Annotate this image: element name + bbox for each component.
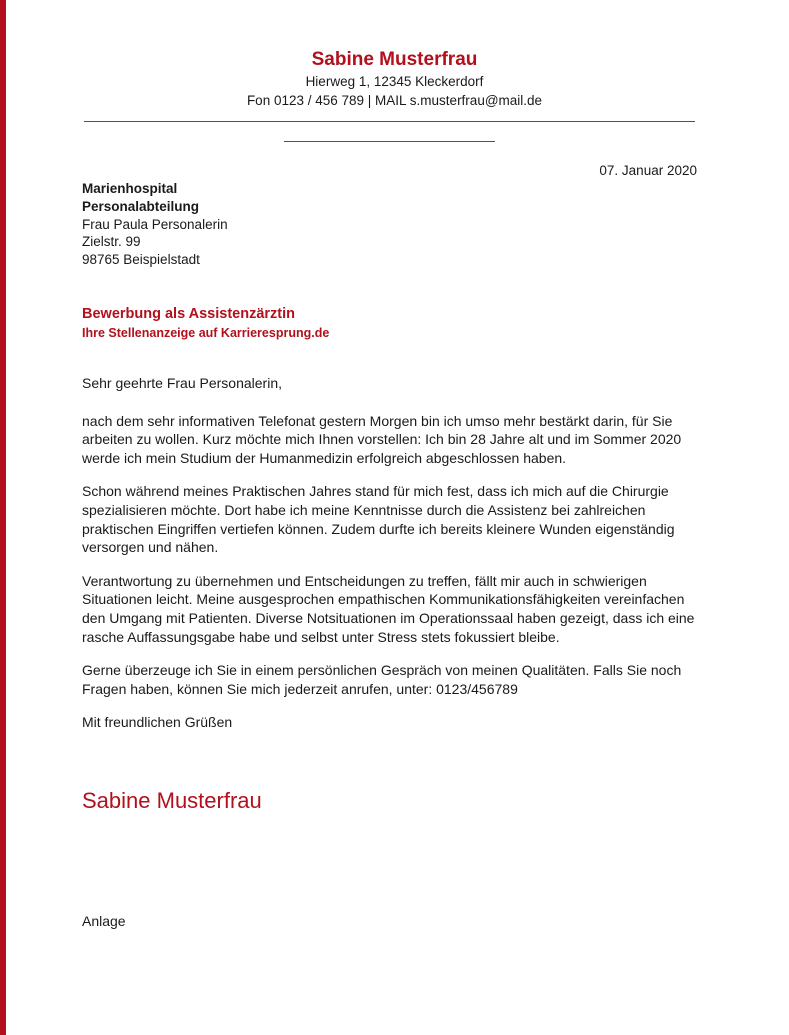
recipient-city: 98765 Beispielstadt (82, 252, 200, 268)
paragraph-experience: Schon während meines Praktischen Jahres stand für mich fest, dass ich mich auf die Chirurgie spezialisieren möchte. Dort habe ich meine Kenntnisse durch die Assistenz bei zahlreichen praktischen Eingriffen vertiefen können. Zudem durfte ich bereits kleinere Wunden eigenständig versorgen und nähen. (82, 483, 675, 556)
subject-title: Bewerbung als Assistenzärztin (82, 306, 295, 322)
enclosure-note: Anlage (82, 913, 126, 929)
signature: Sabine Musterfrau (82, 788, 262, 813)
subject-block (82, 304, 329, 342)
sender-contact: Fon 0123 / 456 789 | MAIL s.musterfrau@mail.de (246, 93, 543, 108)
salutation: Sehr geehrte Frau Personalerin, (82, 375, 282, 391)
header-divider-short (284, 141, 495, 142)
paragraph-closing: Gerne überzeuge ich Sie in einem persönlichen Gespräch von meinen Qualitäten. Falls Sie noch Fragen haben, können Sie mich jederzeit anrufen, unter: 0123/456789 (82, 662, 682, 697)
recipient-address (82, 180, 228, 269)
sender-name: Sabine Musterfrau (311, 49, 478, 70)
recipient-department: Personalabteilung (82, 198, 200, 214)
recipient-street: Zielstr. 99 (82, 234, 141, 250)
recipient-organization: Marienhospital (82, 181, 178, 196)
letter-date: 07. Januar 2020 (599, 163, 697, 178)
letterhead (0, 48, 789, 110)
subject-subtitle: Ihre Stellenanzeige auf Karrieresprung.de (82, 326, 330, 340)
sender-address: Hierweg 1, 12345 Kleckerdorf (305, 74, 484, 89)
paragraph-intro: nach dem sehr informativen Telefonat gestern Morgen bin ich umso mehr bestärkt darin, für Sie arbeiten zu wollen. Kurz möchte mich Ihnen vorstellen: Ich bin 28 Jahre alt und im Sommer 2020 werde ich mein Studium der Humanmedizin erfolgreich abgeschlossen haben. (82, 412, 682, 466)
recipient-person: Frau Paula Personalerin (82, 216, 228, 232)
header-divider-long (84, 121, 695, 122)
left-accent-bar (0, 0, 6, 1035)
closing-phrase: Mit freundlichen Grüßen (82, 714, 233, 731)
paragraph-skills: Verantwortung zu übernehmen und Entscheidungen zu treffen, fällt mir auch in schwierigen Situationen leicht. Meine ausgesprochen empathischen Kommunikationsfähigkeiten vereinfachen den Umgang mit Patienten. Diverse Notsituationen im Operationssaal haben gezeigt, dass ich eine rasche Auffassungsgabe habe und selbst unter Stress stets fokussiert bleibe. (82, 572, 695, 645)
letter-body (82, 374, 702, 747)
